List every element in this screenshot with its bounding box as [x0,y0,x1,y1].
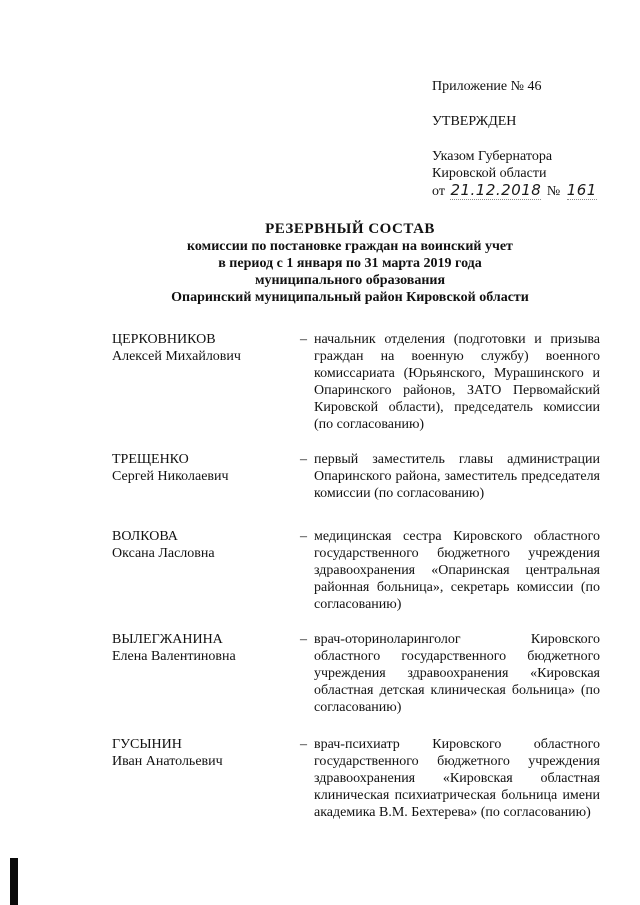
member-dash: – [300,332,307,347]
member-names [112,736,292,770]
decree-line-1: Указом Губернатора [432,149,553,164]
member-description: первый заместитель главы администрации Опаринского района, заместитель председателя комиссии (по согласованию) [314,452,600,501]
member-names [112,631,292,665]
document-title [60,221,640,306]
title-line-3: муниципального образования [254,273,446,288]
date-prefix: от [432,184,445,199]
member-surname: ГУСЫНИН [112,737,182,752]
member-surname: ВОЛКОВА [112,529,178,544]
approved-label: УТВЕРЖДЕН [432,114,517,129]
member-dash: – [300,529,307,544]
member-dash: – [300,632,307,647]
member-surname: ТРЕЩЕНКО [112,452,189,467]
member-given-name: Алексей Михайлович [112,349,241,364]
member-given-name: Сергей Николаевич [112,469,229,484]
member-names [112,451,292,485]
member-dash: – [300,737,307,752]
number-prefix: № [546,184,561,199]
handwritten-number: 161 [566,181,597,199]
member-description: медицинская сестра Кировского областного государственного бюджетного учреждения здравоохранения «Опаринская центральная районная больница», секретарь комиссии (по согласованию) [314,529,600,612]
member-given-name: Оксана Ласловна [112,546,215,561]
title-line-4: Опаринский муниципальный район Кировской области [171,290,529,305]
title-line-2: в период с 1 января по 31 марта 2019 года [218,256,482,271]
member-surname: ВЫЛЕГЖАНИНА [112,632,223,647]
title-main: РЕЗЕРВНЫЙ СОСТАВ [265,221,435,237]
decree-line-2: Кировской области [432,166,547,181]
member-description: начальник отделения (подготовки и призыва граждан на военную службу) военного комиссариата (Юрьянского, Мурашинского и Опаринского районов, ЗАТО Первомайский Кировской области), председатель комиссии (по согласованию) [314,332,600,432]
appendix-number: Приложение № 46 [432,79,542,94]
scan-edge-mark [10,858,18,905]
member-description: врач-оториноларинголог Кировского областного государственного бюджетного учреждения здравоохранения «Кировская областная детская клиническая больница» (по согласованию) [314,632,600,715]
member-given-name: Елена Валентиновна [112,649,236,664]
decree-date-line [432,182,632,200]
member-surname: ЦЕРКОВНИКОВ [112,332,216,347]
member-given-name: Иван Анатольевич [112,754,223,769]
member-names [112,331,292,365]
title-line-1: комиссии по постановке граждан на воинский учет [187,239,513,254]
member-description: врач-психиатр Кировского областного государственного бюджетного учреждения здравоохранения «Кировская областная клиническая психиатрическая больница имени академика В.М. Бехтерева» (по согласованию) [314,737,600,820]
member-names [112,528,292,562]
member-dash: – [300,452,307,467]
handwritten-date: 21.12.2018 [450,181,542,199]
approval-block [432,78,632,200]
